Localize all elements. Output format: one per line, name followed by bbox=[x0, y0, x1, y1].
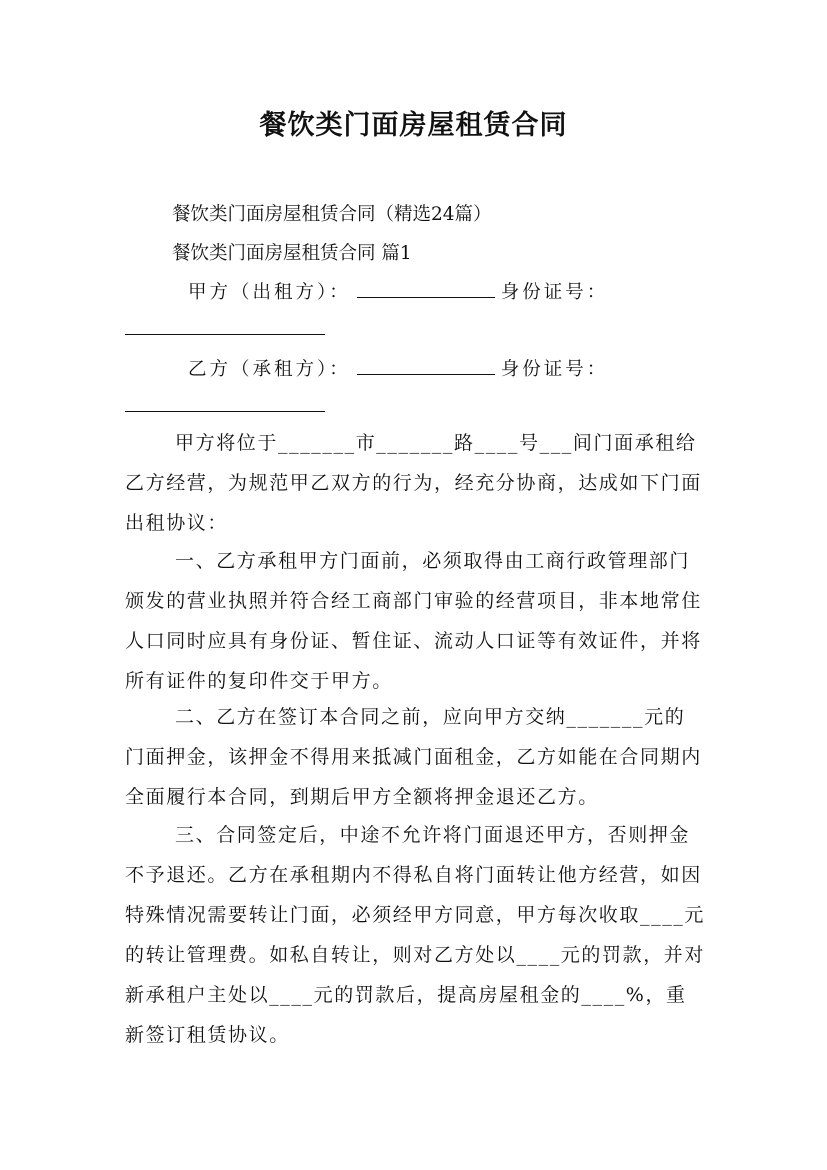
party-a-name-blank bbox=[357, 296, 495, 298]
paragraph-clause-2-text: 二、乙方在签订本合同之前，应向甲方交纳_______元的门面押金，该押金不得用来抵减门面租金，乙方如能在合同期内全面履行本合同，到期后甲方全额将押金退还乙方。 bbox=[125, 706, 702, 808]
document-subtitle: 餐饮类门面房屋租赁合同（精选24篇） bbox=[172, 204, 492, 225]
party-a-id-blank bbox=[125, 334, 325, 335]
paragraph-clause-1 bbox=[125, 541, 705, 701]
party-a-label: 甲方（出租方）： bbox=[188, 282, 351, 303]
document-title: 餐饮类门面房屋租赁合同 bbox=[259, 110, 568, 141]
party-b-label: 乙方（承租方）： bbox=[188, 359, 351, 380]
section-heading: 餐饮类门面房屋租赁合同 篇1 bbox=[172, 243, 412, 264]
paragraph-clause-3 bbox=[125, 815, 705, 1055]
party-a-line bbox=[125, 278, 691, 304]
party-a-id-label: 身份证号： bbox=[500, 282, 609, 303]
paragraph-intro bbox=[125, 423, 705, 543]
paragraph-clause-3-text: 三、合同签定后，中途不允许将门面退还甲方，否则押金不予退还。乙方在承租期内不得私自将门面转让他方经营，如因特殊情况需要转让门面，必须经甲方同意，甲方每次收取____元的转让管理费。如私自转让，则对乙方处以____元的罚款，并对新承租户主处以____元的罚款后，提高房屋租金的____%，重新签订租赁协议。 bbox=[125, 824, 706, 1046]
party-b-name-blank bbox=[357, 373, 495, 375]
paragraph-intro-text: 甲方将位于_______市_______路____号___间门面承租给乙方经营，为规范甲乙双方的行为，经充分协商，达成如下门面出租协议： bbox=[125, 432, 702, 534]
party-b-id-label: 身份证号： bbox=[500, 359, 609, 380]
party-b-id-blank bbox=[125, 411, 325, 412]
paragraph-clause-1-text: 一、乙方承租甲方门面前，必须取得由工商行政管理部门颁发的营业执照并符合经工商部门审验的经营项目，非本地常住人口同时应具有身份证、暂住证、流动人口证等有效证件，并将所有证件的复印件交于甲方。 bbox=[125, 550, 702, 692]
paragraph-clause-2 bbox=[125, 697, 705, 817]
party-b-line bbox=[125, 355, 691, 381]
